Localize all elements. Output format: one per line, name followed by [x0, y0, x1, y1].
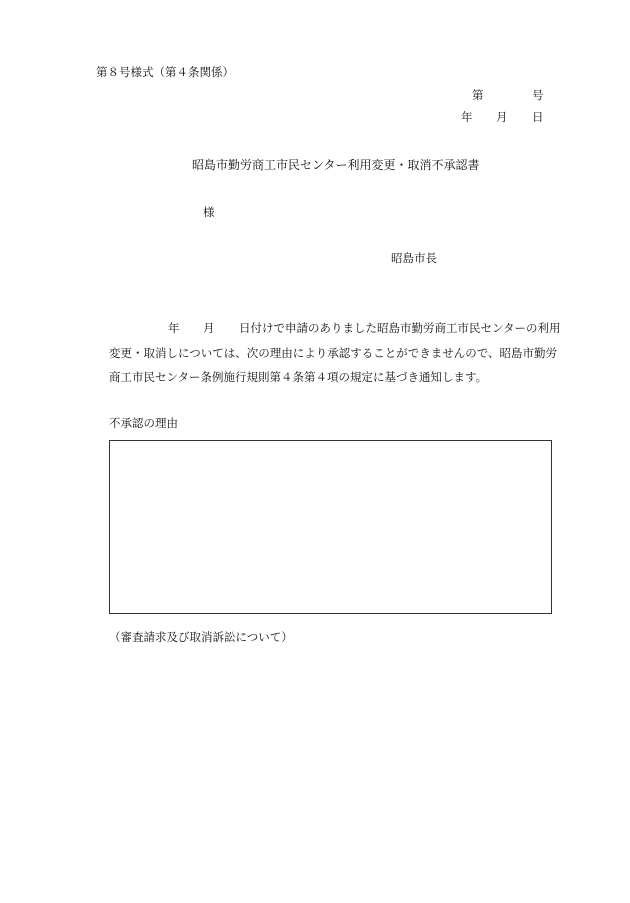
body-line-2: 変更・取消しについては、次の理由により承認することができませんので、昭島市勤労: [109, 346, 558, 360]
date-month-label: 月: [496, 110, 508, 124]
date-year-label: 年: [461, 110, 473, 124]
addressee-honorific: 様: [203, 205, 215, 219]
appeal-note: （審査請求及び取消訴訟について）: [109, 630, 293, 644]
reason-box[interactable]: [109, 440, 552, 614]
body-line-1: 日付けで申請のありました昭島市勤労商工市民センターの利用: [239, 321, 561, 335]
form-number: 第８号様式（第４条関係）: [96, 65, 234, 79]
date-day-label: 日: [532, 110, 544, 124]
document-number-suffix: 号: [532, 88, 544, 102]
issuer-name: 昭島市長: [391, 251, 437, 265]
body-line-3: 商工市民センター条例施行規則第４条第４項の規定に基づき通知します。: [109, 370, 488, 384]
reason-label: 不承認の理由: [109, 416, 178, 430]
body-date-year: 年: [168, 321, 180, 335]
body-date-month: 月: [203, 321, 215, 335]
document-title: 昭島市勤労商工市民センター利用変更・取消不承認書: [192, 158, 480, 172]
document-number-prefix: 第: [472, 88, 484, 102]
